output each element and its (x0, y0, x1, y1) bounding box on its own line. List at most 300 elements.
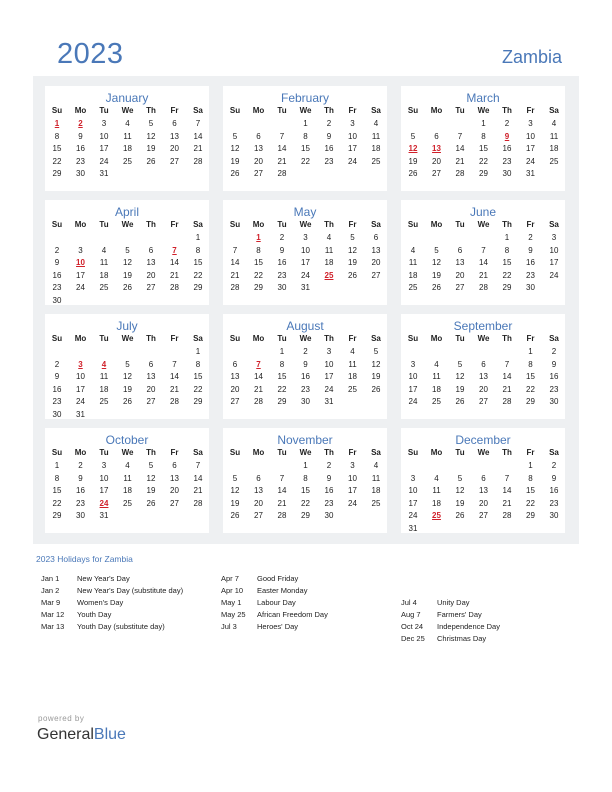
day: 24 (526, 156, 535, 166)
day: 15 (526, 486, 535, 495)
day: 17 (76, 384, 85, 394)
day: 8 (528, 359, 533, 369)
day: 15 (526, 372, 535, 381)
weekday-header: We (299, 106, 312, 115)
day: 13 (146, 258, 156, 267)
day: 17 (408, 498, 418, 508)
day: 23 (549, 384, 559, 394)
day: 24 (549, 270, 559, 280)
holiday-name: New Year's Day (77, 574, 130, 583)
day: 18 (123, 486, 132, 495)
weekday-header: Tu (277, 220, 287, 229)
day: 13 (146, 372, 156, 381)
month-december (401, 428, 565, 533)
day: 28 (254, 397, 263, 406)
day: 16 (502, 144, 512, 153)
month-july (45, 314, 209, 419)
weekday-header: Sa (193, 106, 203, 115)
holiday-list-item (221, 621, 328, 633)
day: 23 (52, 283, 62, 292)
day: 2 (326, 119, 332, 128)
day: 27 (230, 397, 240, 406)
day: 5 (125, 359, 130, 369)
day: 29 (277, 397, 287, 406)
weekday-header: Fr (526, 334, 535, 343)
month-november (223, 428, 387, 533)
day: 24 (99, 156, 109, 166)
holiday-date: Jan 1 (41, 574, 60, 583)
day: 12 (146, 131, 156, 141)
day: 18 (123, 144, 132, 153)
holiday-date: Jul 3 (221, 622, 237, 631)
day: 28 (230, 283, 240, 292)
month-october (45, 428, 209, 533)
day: 22 (52, 498, 62, 508)
day: 6 (172, 461, 177, 470)
day: 8 (195, 245, 201, 255)
day: 29 (301, 511, 310, 520)
day: 5 (232, 131, 238, 141)
day: 28 (455, 169, 465, 178)
day: 19 (230, 156, 240, 166)
day: 13 (254, 144, 263, 153)
holiday-name: Good Friday (257, 574, 299, 583)
day: 5 (232, 473, 238, 483)
month-september (401, 314, 565, 419)
month-name: June (469, 205, 497, 219)
day: 3 (78, 245, 83, 255)
day: 3 (326, 347, 332, 356)
weekday-header: We (477, 220, 490, 229)
day: 5 (410, 131, 416, 141)
holiday-name: Farmers' Day (437, 610, 482, 619)
day: 28 (193, 156, 203, 166)
weekday-header: We (299, 448, 312, 457)
day: 31 (324, 397, 334, 406)
day: 23 (76, 498, 85, 508)
day: 21 (254, 384, 263, 394)
holiday-day: 7 (172, 245, 177, 255)
day: 9 (303, 359, 308, 369)
day: 30 (277, 283, 287, 292)
day: 16 (277, 258, 287, 267)
day: 29 (52, 169, 62, 178)
weekday-header: Th (146, 448, 156, 457)
weekday-header: Tu (99, 448, 109, 457)
day: 6 (457, 245, 463, 255)
day: 29 (52, 511, 62, 520)
weekday-header: We (299, 334, 312, 343)
day: 27 (254, 169, 263, 178)
day: 7 (279, 473, 285, 483)
weekday-header: Sa (549, 220, 559, 229)
day: 17 (99, 486, 109, 495)
holiday-date: Dec 25 (401, 634, 425, 643)
day: 10 (99, 473, 109, 483)
weekday-header: We (299, 220, 312, 229)
weekday-header: Fr (526, 220, 535, 229)
day: 25 (549, 156, 559, 166)
weekday-header: Fr (348, 448, 357, 457)
day: 9 (279, 245, 285, 255)
weekday-header: Sa (371, 448, 381, 457)
month-name: November (277, 433, 333, 447)
day: 4 (101, 245, 107, 255)
day: 21 (170, 384, 179, 394)
day: 12 (348, 245, 357, 255)
weekday-header: Th (502, 448, 512, 457)
holiday-name: Independence Day (437, 622, 500, 631)
day: 18 (408, 270, 418, 280)
day: 23 (76, 156, 85, 166)
day: 11 (348, 359, 357, 369)
day: 21 (502, 384, 512, 394)
day: 16 (526, 258, 535, 267)
day: 12 (371, 359, 381, 369)
holiday-list-item (41, 573, 183, 585)
day: 18 (371, 486, 381, 495)
day: 20 (146, 384, 156, 394)
holiday-date: Mar 9 (41, 598, 61, 607)
day: 14 (277, 486, 287, 495)
weekday-header: Th (502, 220, 512, 229)
day: 27 (146, 283, 156, 292)
day: 6 (232, 359, 238, 369)
day: 6 (373, 233, 379, 242)
powered-by-text: powered by (38, 714, 85, 723)
day: 5 (457, 473, 463, 483)
weekday-header: Tu (455, 220, 465, 229)
day: 20 (170, 144, 179, 153)
weekday-header: Fr (526, 106, 535, 115)
day: 12 (230, 486, 240, 495)
weekday-header: Fr (348, 106, 357, 115)
day: 22 (277, 384, 287, 394)
day: 27 (170, 156, 179, 166)
weekday-header: Mo (74, 448, 87, 457)
holiday-list-item (221, 597, 328, 609)
day: 5 (457, 359, 463, 369)
day: 7 (279, 131, 285, 141)
day: 6 (481, 473, 486, 483)
day: 28 (277, 511, 287, 520)
day: 8 (504, 245, 510, 255)
holiday-name: Unity Day (437, 598, 470, 607)
day: 9 (551, 359, 557, 369)
weekday-header: Sa (371, 220, 381, 229)
day: 22 (52, 156, 62, 166)
day: 15 (479, 144, 488, 153)
weekday-header: Su (407, 334, 419, 343)
day: 7 (232, 245, 238, 255)
day: 23 (277, 270, 287, 280)
day: 9 (54, 258, 60, 267)
weekday-header: We (121, 220, 134, 229)
day: 5 (125, 245, 130, 255)
day: 19 (432, 270, 441, 280)
weekday-header: Sa (549, 448, 559, 457)
day: 15 (301, 486, 310, 495)
day: 14 (170, 258, 179, 267)
weekday-header: Mo (430, 220, 443, 229)
day: 4 (326, 233, 332, 242)
day: 17 (348, 144, 357, 153)
holiday-list-column (221, 573, 328, 633)
weekday-header: Su (229, 220, 241, 229)
day: 25 (123, 156, 132, 166)
day: 14 (455, 144, 465, 153)
weekday-header: Fr (348, 334, 357, 343)
holiday-date: Apr 10 (221, 586, 244, 595)
day: 29 (526, 397, 535, 406)
day: 2 (54, 359, 60, 369)
weekday-header: Th (502, 334, 512, 343)
day: 7 (481, 245, 486, 255)
day: 26 (432, 283, 441, 292)
day: 26 (230, 511, 240, 520)
month-name: September (453, 319, 513, 333)
day: 31 (99, 511, 109, 520)
day: 27 (479, 397, 488, 406)
day: 25 (348, 384, 357, 394)
holiday-list-item (221, 585, 328, 597)
day: 21 (193, 144, 203, 153)
month-name: October (105, 433, 149, 447)
holiday-date: Aug 7 (401, 610, 421, 619)
weekday-header: We (121, 334, 134, 343)
day: 12 (230, 144, 240, 153)
day: 17 (99, 144, 109, 153)
day: 16 (52, 270, 62, 280)
day: 26 (230, 169, 240, 178)
day: 14 (193, 473, 203, 483)
day: 9 (78, 131, 83, 141)
month-february (223, 86, 387, 191)
weekday-header: Mo (252, 220, 265, 229)
day: 1 (303, 119, 308, 128)
day: 26 (123, 397, 132, 406)
weekday-header: Tu (277, 106, 287, 115)
day: 18 (432, 498, 441, 508)
holiday-list-item (41, 597, 183, 609)
day: 31 (99, 169, 109, 178)
weekday-header: Th (502, 106, 512, 115)
day: 9 (528, 245, 533, 255)
weekday-header: Tu (455, 448, 465, 457)
day: 27 (170, 498, 179, 508)
holidays-title: 2023 Holidays for Zambia (36, 554, 133, 564)
day: 12 (146, 473, 156, 483)
weekday-header: Su (407, 448, 419, 457)
day: 14 (193, 131, 203, 141)
holiday-list-item (401, 609, 500, 621)
holiday-day: 24 (99, 498, 109, 508)
holiday-day: 2 (78, 119, 83, 128)
month-name: July (116, 319, 138, 333)
day: 10 (76, 372, 85, 381)
weekday-header: Su (51, 220, 63, 229)
day: 26 (455, 397, 465, 406)
day: 11 (408, 258, 418, 267)
day: 26 (123, 283, 132, 292)
day: 20 (170, 486, 179, 495)
day: 20 (479, 498, 488, 508)
day: 24 (348, 498, 357, 508)
day: 19 (348, 258, 357, 267)
day: 24 (76, 397, 85, 406)
day: 21 (277, 498, 287, 508)
day: 10 (99, 131, 109, 141)
day: 3 (350, 461, 355, 470)
day: 10 (348, 131, 357, 141)
day: 25 (99, 283, 109, 292)
weekday-header: Th (146, 334, 156, 343)
day: 29 (193, 397, 203, 406)
holiday-date: Jul 4 (401, 598, 417, 607)
day: 1 (303, 461, 308, 470)
holiday-day: 25 (324, 270, 334, 280)
day: 8 (279, 359, 285, 369)
day: 1 (54, 461, 60, 470)
day: 20 (455, 270, 465, 280)
weekday-header: Tu (455, 334, 465, 343)
country-title: Zambia (501, 47, 562, 67)
day: 25 (371, 156, 381, 166)
day: 10 (408, 486, 418, 495)
day: 11 (371, 473, 381, 483)
day: 21 (277, 156, 287, 166)
holiday-list-column (41, 573, 183, 633)
day: 12 (123, 372, 132, 381)
month-may (223, 200, 387, 305)
day: 25 (432, 397, 441, 406)
day: 27 (432, 169, 441, 178)
day: 3 (101, 461, 107, 470)
day: 18 (432, 384, 441, 394)
day: 14 (479, 258, 488, 267)
day: 21 (455, 156, 465, 166)
holiday-name: Women's Day (77, 598, 124, 607)
day: 30 (526, 283, 535, 292)
day: 7 (457, 131, 463, 141)
holiday-list-column (401, 597, 500, 645)
day: 11 (324, 245, 334, 255)
holiday-name: Labour Day (257, 598, 296, 607)
day: 19 (123, 270, 132, 280)
day: 27 (371, 270, 381, 280)
day: 4 (410, 245, 416, 255)
day: 26 (348, 270, 357, 280)
day: 30 (76, 169, 85, 178)
weekday-header: Su (51, 106, 63, 115)
day: 9 (78, 473, 83, 483)
day: 25 (123, 498, 132, 508)
weekday-header: Tu (99, 334, 109, 343)
day: 15 (193, 258, 203, 267)
day: 2 (551, 461, 557, 470)
holiday-list-item (41, 621, 183, 633)
weekday-header: Fr (348, 220, 357, 229)
day: 28 (502, 397, 512, 406)
day: 2 (279, 233, 285, 242)
day: 4 (373, 461, 379, 470)
day: 22 (193, 270, 203, 280)
day: 30 (324, 511, 334, 520)
day: 13 (371, 245, 381, 255)
day: 29 (526, 511, 535, 520)
day: 8 (54, 473, 60, 483)
day: 25 (408, 283, 418, 292)
day: 15 (52, 486, 62, 495)
day: 3 (303, 233, 308, 242)
holiday-day: 4 (101, 359, 107, 369)
day: 30 (301, 397, 310, 406)
day: 28 (479, 283, 488, 292)
day: 11 (432, 372, 441, 381)
day: 16 (324, 486, 334, 495)
day: 20 (254, 498, 263, 508)
day: 19 (123, 384, 132, 394)
weekday-header: Su (407, 220, 419, 229)
day: 18 (324, 258, 334, 267)
day: 5 (434, 245, 439, 255)
day: 27 (146, 397, 156, 406)
day: 2 (504, 119, 510, 128)
day: 10 (348, 473, 357, 483)
day: 4 (434, 473, 439, 483)
holiday-list-item (401, 633, 500, 645)
day: 23 (324, 156, 334, 166)
day: 4 (551, 119, 557, 128)
weekday-header: Su (229, 334, 241, 343)
weekday-header: Sa (193, 448, 203, 457)
day: 6 (172, 119, 177, 128)
day: 12 (123, 258, 132, 267)
day: 7 (504, 359, 510, 369)
day: 25 (371, 498, 381, 508)
day: 30 (76, 511, 85, 520)
day: 13 (254, 486, 263, 495)
day: 9 (326, 131, 332, 141)
day: 24 (301, 270, 310, 280)
day: 9 (551, 473, 557, 483)
day: 30 (52, 295, 62, 305)
weekday-header: We (121, 106, 134, 115)
holiday-name: Easter Monday (257, 586, 308, 595)
day: 24 (408, 397, 418, 406)
day: 20 (146, 270, 156, 280)
day: 14 (230, 258, 240, 267)
month-name: August (286, 319, 324, 333)
day: 25 (99, 397, 109, 406)
day: 12 (432, 258, 441, 267)
day: 3 (528, 119, 533, 128)
day: 18 (348, 372, 357, 381)
weekday-header: Sa (193, 220, 203, 229)
day: 1 (481, 119, 486, 128)
weekday-header: Fr (526, 448, 535, 457)
day: 23 (549, 498, 559, 508)
day: 19 (371, 372, 381, 381)
day: 3 (350, 119, 355, 128)
day: 17 (526, 144, 535, 153)
day: 22 (301, 156, 310, 166)
day: 27 (254, 511, 263, 520)
holiday-day: 13 (432, 144, 441, 153)
weekday-header: We (477, 334, 490, 343)
day: 22 (193, 384, 203, 394)
day: 1 (528, 347, 533, 356)
